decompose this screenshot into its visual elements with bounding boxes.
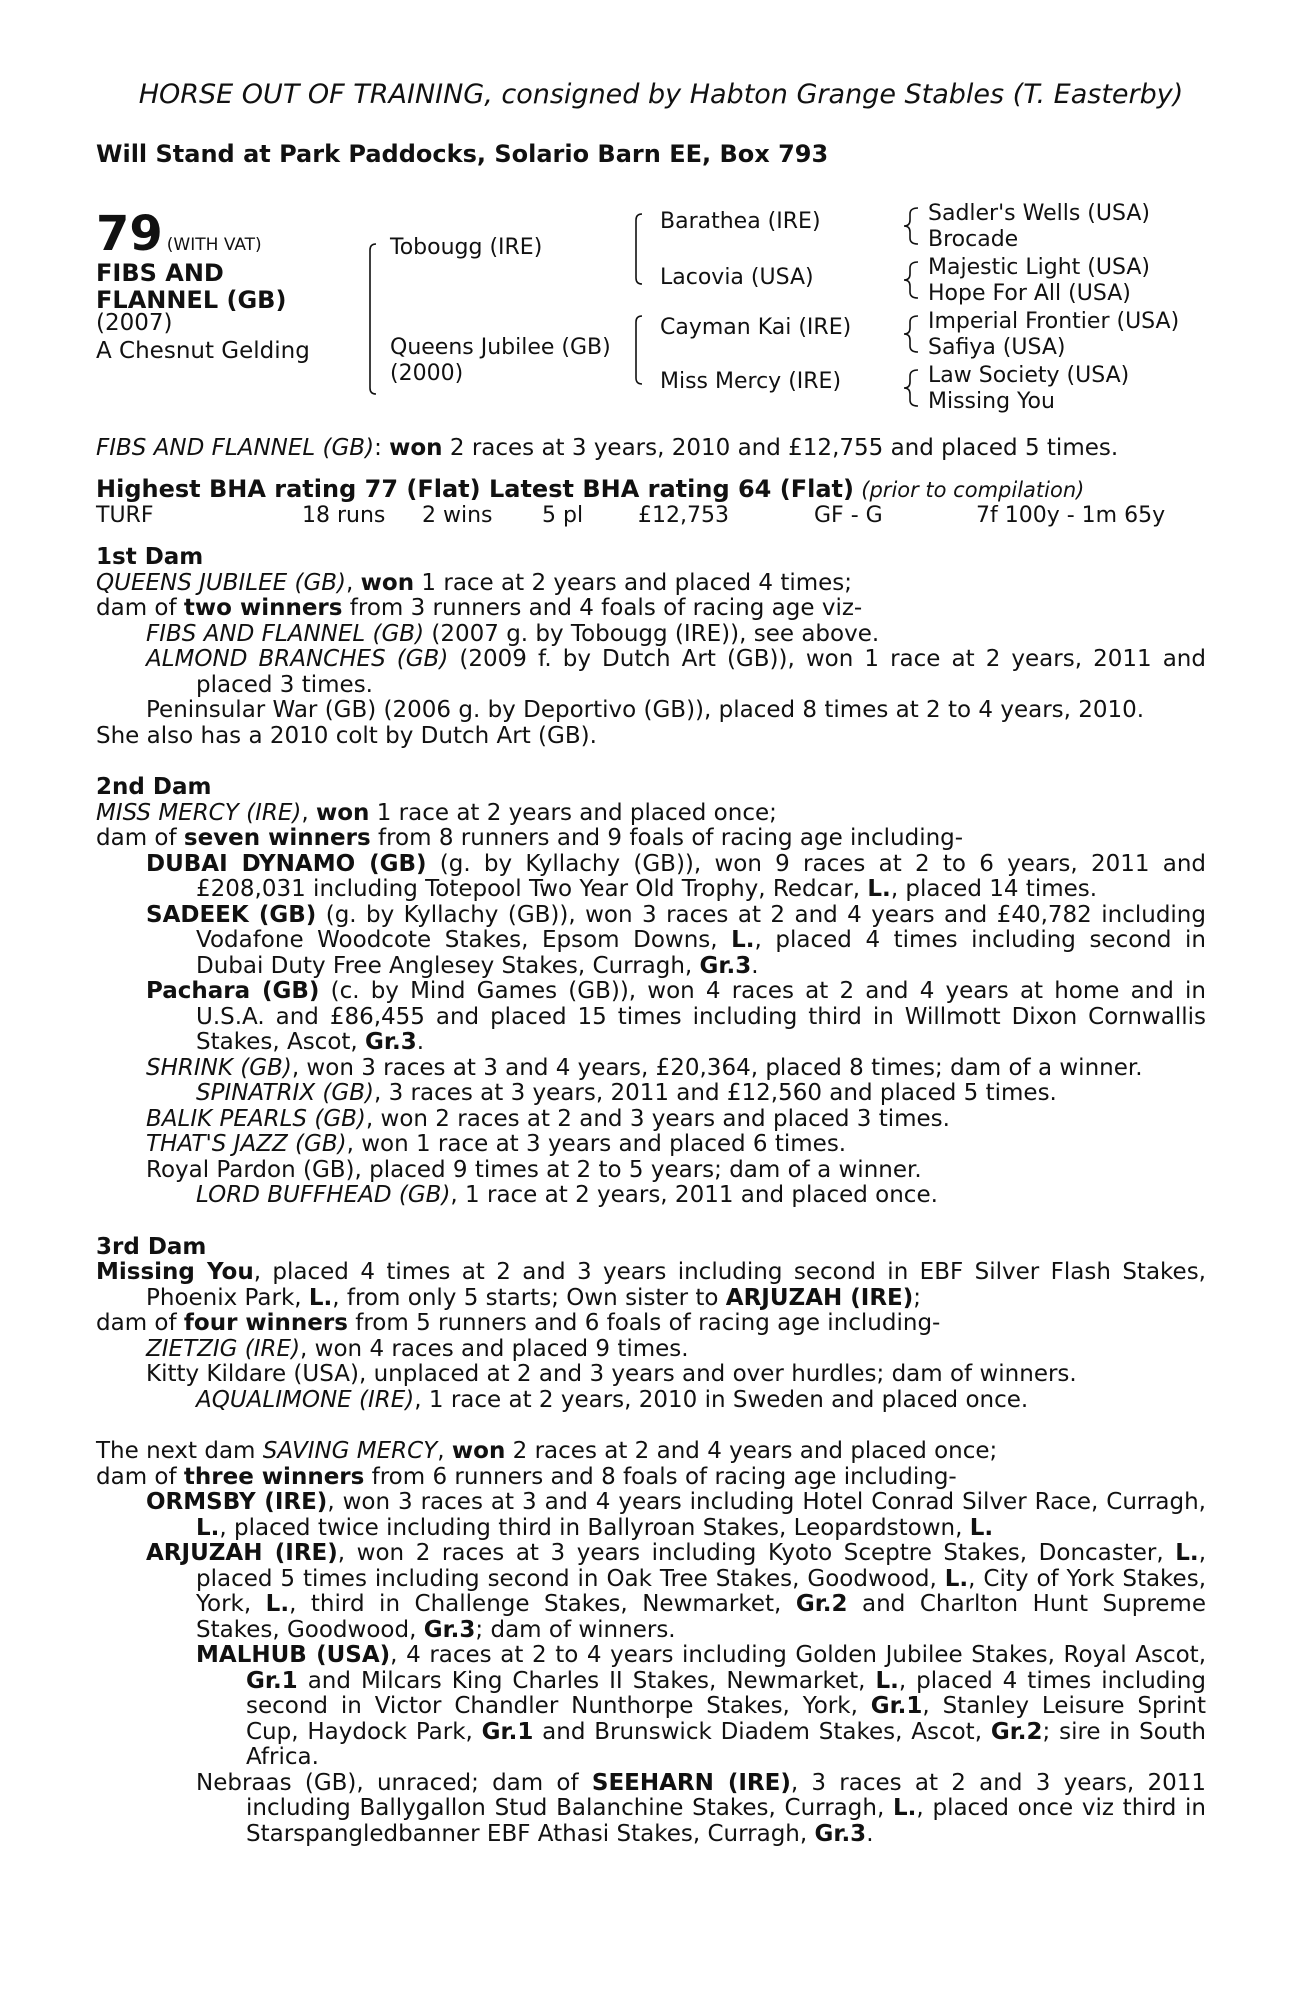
rating-line: Highest BHA rating 77 (Flat) Latest BHA rating 64 (Flat) (prior to compilation) <box>96 474 1085 503</box>
pedigree-dam-year: (2000) <box>390 361 464 386</box>
vat-note: (WITH VAT) <box>166 235 262 255</box>
pedigree-sire-sire: Barathea (IRE) <box>660 209 821 234</box>
produce-entry: MALHUB (USA), 4 races at 2 to 4 years including Golden Jubilee Stakes, Royal Ascot, Gr.1 and Milcars King Charles II Stakes, Newmarket, L., placed 4 times including second in Victor Chandler Nunthorpe Stakes, York, Gr.1, Stanley Leisure Sprint Cup, Haydock Park, Gr.1 and Brunswick Diadem Stakes, Ascot, Gr.2; sire in South Africa. <box>196 1642 1207 1770</box>
pedigree-dss: Imperial Frontier (USA) <box>928 309 1180 334</box>
produce-entry: THAT'S JAZZ (GB), won 1 race at 3 years and placed 6 times. <box>146 1131 847 1157</box>
section-heading: 3rd Dam <box>96 1233 207 1260</box>
turf-record-row <box>96 503 1206 529</box>
turf-going: GF - G <box>814 503 883 528</box>
produce-entry: Nebraas (GB), unraced; dam of SEEHARN (IRE), 3 races at 2 and 3 years, 2011 including Ballygallon Stud Balanchine Stakes, Curragh, L., placed once viz third in Starspangledbanner EBF Athasi Stakes, Curragh, Gr.3. <box>196 1769 1207 1847</box>
pedigree-sss: Sadler's Wells (USA) <box>928 201 1150 226</box>
pedigree-dam: Queens Jubilee (GB) <box>390 335 611 360</box>
produce-entry: ALMOND BRANCHES (GB) (2009 f. by Dutch Art (GB)), won 1 race at 2 years, 2011 and placed 3 times. <box>146 646 1206 698</box>
produce-entry: SHRINK (GB), won 3 races at 3 and 4 years, £20,364, placed 8 times; dam of a winner. <box>146 1054 1143 1081</box>
turf-prize: £12,753 <box>638 503 729 528</box>
produce-entry: ORMSBY (IRE), won 3 races at 3 and 4 years including Hotel Conrad Silver Race, Curragh, L., placed twice including third in Ballyroan Stakes, Leopardstown, L. <box>146 1489 1206 1541</box>
lot-number: 79 <box>96 206 163 262</box>
produce-entry: Royal Pardon (GB), placed 9 times at 2 to 5 years; dam of a winner. <box>146 1156 922 1183</box>
turf-runs: 18 runs <box>302 503 386 528</box>
pedigree-dam-sire: Cayman Kai (IRE) <box>660 315 852 340</box>
pedigree-dsd: Safiya (USA) <box>928 335 1066 360</box>
next-dam-section: The next dam SAVING MERCY, won 2 races at 2 and 4 years and placed once; dam of three winners from 6 runners and 8 foals of racing age including- ORMSBY (IRE), won 3 races at 3 and 4 years including Hotel Conrad Silver Race, Curragh, L., placed twice including third in Ballyroan Stakes, Leopardstown, L. ARJUZAH (IRE), won 2 races at 3 years including Kyoto Sceptre Stakes, Doncaster, L., placed 5 times including second in Oak Tree Stakes, Goodwood, L., City of York Stakes, York, L., third in Challenge Stakes, Newmarket, Gr.2 and Charlton Hunt Supreme Stakes, Goodwood, Gr.3; dam of winners. MALHUB (USA), 4 races at 2 to 4 years including Golden Jubilee Stakes, Royal Ascot, Gr.1 and Milcars King Charles II Stakes, Newmarket, L., placed 4 times including second in Victor Chandler Nunthorpe Stakes, York, Gr.1, Stanley Leisure Sprint Cup, Haydock Park, Gr.1 and Brunswick Diadem Stakes, Ascot, Gr.2; sire in South Africa. Nebraas (GB), unraced; dam of SEEHARN (IRE), 3 races at 2 and 3 years, 2011 including Ballygallon Stud Balanchine Stakes, Curragh, L., placed once viz third in Starspangledbanner EBF Athasi Stakes, Curragh, Gr.3. <box>96 1438 1207 1847</box>
produce-entry: DUBAI DYNAMO (GB) (g. by Kyllachy (GB)), won 9 races at 2 to 6 years, 2011 and £208,031 including Totepool Two Year Old Trophy, Redcar, L., placed 14 times. <box>146 850 1206 902</box>
third-dam-section: 3rd Dam Missing You, placed 4 times at 2 and 3 years including second in EBF Silver Flash Stakes, Phoenix Park, L., from only 5 starts; Own sister to ARJUZAH (IRE); dam of four winners from 5 runners and 6 foals of racing age including- ZIETZIG (IRE), won 4 races and placed 9 times. Kitty Kildare (USA), unplaced at 2 and 3 years and over hurdles; dam of winners. AQUALIMONE (IRE), 1 race at 2 years, 2010 in Sweden and placed once. <box>96 1233 1206 1413</box>
first-dam-section: 1st Dam QUEENS JUBILEE (GB), won 1 race at 2 years and placed 4 times; dam of two winners from 3 runners and 4 foals of racing age viz- FIBS AND FLANNEL (GB) (2007 g. by Tobougg (IRE)), see above. ALMOND BRANCHES (GB) (2009 f. by Dutch Art (GB)), won 1 race at 2 years, 2011 and placed 3 times. Peninsular War (GB) (2006 g. by Deportivo (GB)), placed 8 times at 2 to 4 years, 2010. She also has a 2010 colt by Dutch Art (GB). <box>96 544 1206 749</box>
produce-entry: LORD BUFFHEAD (GB), 1 race at 2 years, 2011 and placed once. <box>196 1182 938 1208</box>
section-heading: 1st Dam <box>96 544 204 570</box>
pedigree-table <box>96 202 1206 424</box>
pedigree-ssd: Brocade <box>928 227 1019 252</box>
produce-entry: BALIK PEARLS (GB), won 2 races at 2 and 3 years and placed 3 times. <box>146 1105 950 1132</box>
pedigree-sdd: Hope For All (USA) <box>928 281 1131 306</box>
pedigree-sire-dam: Lacovia (USA) <box>660 265 814 290</box>
produce-entry: She also has a 2010 colt by Dutch Art (GB). <box>96 722 597 749</box>
turf-wins: 2 wins <box>422 503 493 528</box>
horse-year: (2007) <box>96 310 173 336</box>
pedigree-dam-dam: Miss Mercy (IRE) <box>660 369 842 394</box>
produce-entry: Pachara (GB) (c. by Mind Games (GB)), won 4 races at 2 and 4 years at home and in U.S.A. and £86,455 and placed 15 times including third in Willmott Dixon Cornwallis Stakes, Ascot, Gr.3. <box>146 978 1206 1055</box>
pedigree-dds: Law Society (USA) <box>928 363 1130 388</box>
pedigree-ddd: Missing You <box>928 389 1055 414</box>
pedigree-sire: Tobougg (IRE) <box>390 235 543 260</box>
turf-distance: 7f 100y - 1m 65y <box>976 503 1166 528</box>
catalogue-page <box>96 78 1206 1847</box>
pedigree-sds: Majestic Light (USA) <box>928 255 1150 280</box>
race-summary: FIBS AND FLANNEL (GB): won 2 races at 3 years, 2010 and £12,755 and placed 5 times. <box>96 435 1119 461</box>
produce-entry: Kitty Kildare (USA), unplaced at 2 and 3 years and over hurdles; dam of winners. <box>146 1361 1077 1387</box>
stand-location: Will Stand at Park Paddocks, Solario Barn EE, Box 793 <box>96 140 829 168</box>
turf-surface: TURF <box>96 503 154 528</box>
produce-entry: AQUALIMONE (IRE), 1 race at 2 years, 2010 in Sweden and placed once. <box>196 1386 1029 1413</box>
section-heading: 2nd Dam <box>96 774 212 800</box>
horse-description: A Chesnut Gelding <box>96 338 310 364</box>
produce-entry: SADEEK (GB) (g. by Kyllachy (GB)), won 3 races at 2 and 4 years and £40,782 including Vodafone Woodcote Stakes, Epsom Downs, L., placed 4 times including second in Dubai Duty Free Anglesey Stakes, Curragh, Gr.3. <box>146 901 1206 979</box>
horse-name: FIBS AND FLANNEL (GB) <box>96 259 287 314</box>
produce-entry: Peninsular War (GB) (2006 g. by Deportivo (GB)), placed 8 times at 2 to 4 years, 2010. <box>146 697 1145 723</box>
turf-placed: 5 pl <box>542 503 584 528</box>
produce-entry: SPINATRIX (GB), 3 races at 3 years, 2011 and £12,560 and placed 5 times. <box>196 1080 1057 1106</box>
produce-entry: ZIETZIG (IRE), won 4 races and placed 9 times. <box>146 1335 689 1362</box>
second-dam-section: 2nd Dam MISS MERCY (IRE), won 1 race at 2 years and placed once; dam of seven winners from 8 runners and 9 foals of racing age including- DUBAI DYNAMO (GB) (g. by Kyllachy (GB)), won 9 races at 2 to 6 years, 2011 and £208,031 including Totepool Two Year Old Trophy, Redcar, L., placed 14 times. SADEEK (GB) (g. by Kyllachy (GB)), won 3 races at 2 and 4 years and £40,782 including Vodafone Woodcote Stakes, Epsom Downs, L., placed 4 times including second in Dubai Duty Free Anglesey Stakes, Curragh, Gr.3. Pachara (GB) (c. by Mind Games (GB)), won 4 races at 2 and 4 years at home and in U.S.A. and £86,455 and placed 15 times including third in Willmott Dixon Cornwallis Stakes, Ascot, Gr.3. SHRINK (GB), won 3 races at 3 and 4 years, £20,364, placed 8 times; dam of a winner. SPINATRIX (GB), 3 races at 3 years, 2011 and £12,560 and placed 5 times. BALIK PEARLS (GB), won 2 races at 2 and 3 years and placed 3 times. THAT'S JAZZ (GB), won 1 race at 3 years and placed 6 times. Royal Pardon (GB), placed 9 times at 2 to 5 years; dam of a winner. LORD BUFFHEAD (GB), 1 race at 2 years, 2011 and placed once. <box>96 774 1206 1208</box>
page-title: HORSE OUT OF TRAINING, consigned by Habton Grange Stables (T. Easterby) <box>138 79 1184 110</box>
produce-entry: FIBS AND FLANNEL (GB) (2007 g. by Tobougg (IRE)), see above. <box>146 620 880 647</box>
produce-entry: ARJUZAH (IRE), won 2 races at 3 years including Kyoto Sceptre Stakes, Doncaster, L., placed 5 times including second in Oak Tree Stakes, Goodwood, L., City of York Stakes, York, L., third in Challenge Stakes, Newmarket, Gr.2 and Charlton Hunt Supreme Stakes, Goodwood, Gr.3; dam of winners. <box>146 1540 1206 1643</box>
